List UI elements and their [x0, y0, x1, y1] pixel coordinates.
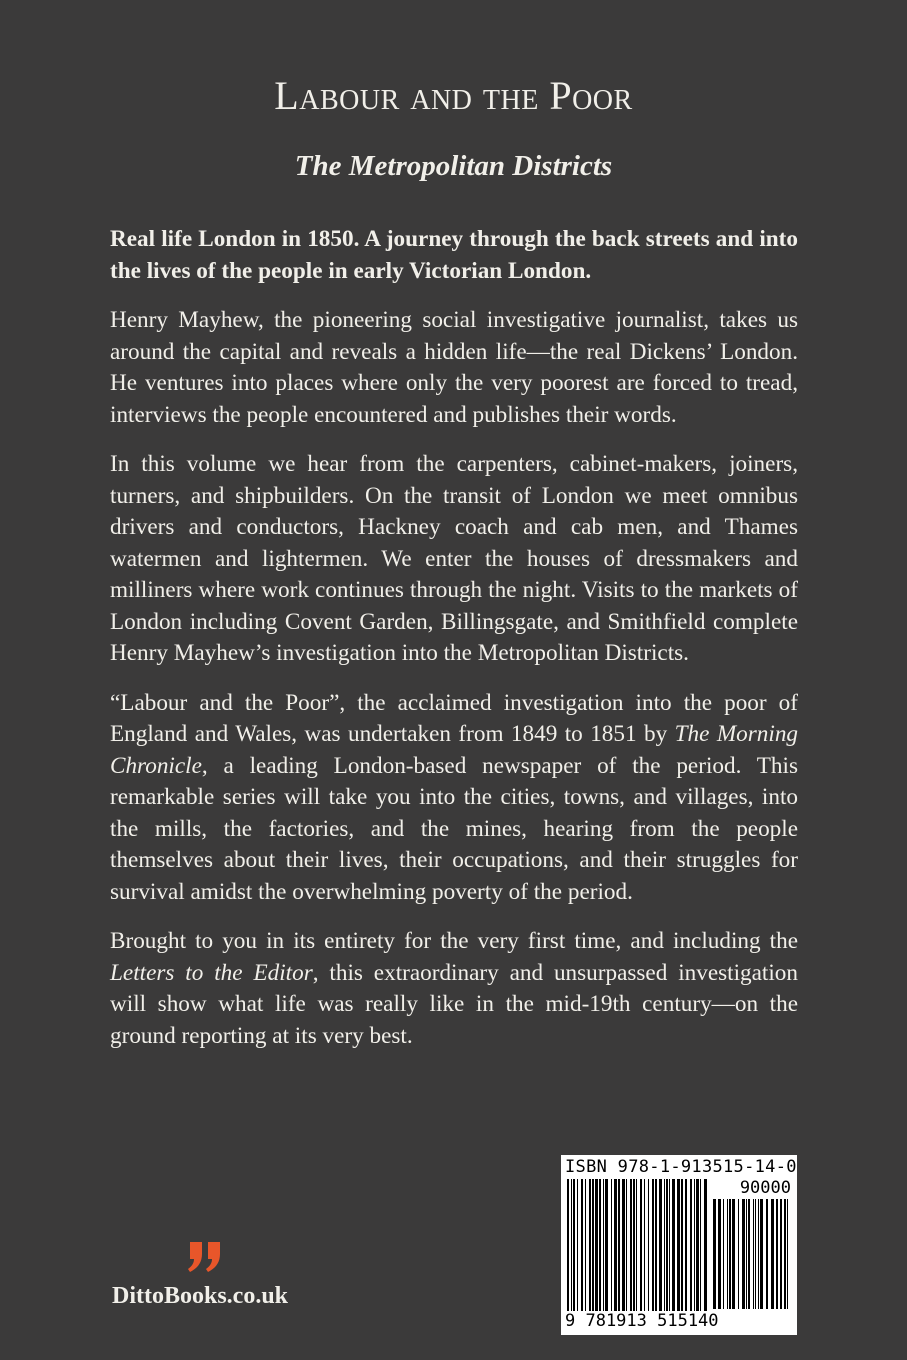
barcode-bar — [669, 1179, 670, 1311]
quote-marks-icon — [186, 1240, 226, 1276]
barcode-bar — [655, 1179, 657, 1311]
barcode-bar — [723, 1199, 724, 1309]
barcode-bar — [694, 1179, 695, 1311]
barcode-bar — [677, 1179, 680, 1311]
blurb-paragraph-1: Henry Mayhew, the pioneering social investigative journalist, takes us around the capital and reveals a hidden life—the real Dickens’ London. He ventures into places where only the very poorest are forced to tread, interviews the people encountered and publishes their words. — [110, 307, 798, 428]
barcode-bar — [780, 1199, 782, 1309]
barcode-bar — [614, 1179, 617, 1311]
barcode-bar — [748, 1199, 750, 1309]
barcode-bar — [644, 1179, 645, 1311]
barcode-bar — [729, 1199, 731, 1309]
barcode-bar — [738, 1199, 739, 1309]
price-code: 90000 — [739, 1178, 791, 1198]
ean-barcode-bars — [567, 1179, 709, 1311]
barcode-bar — [704, 1179, 707, 1311]
barcode-bar — [776, 1199, 778, 1309]
blurb-paragraph-3 — [110, 688, 798, 909]
barcode-bar — [589, 1179, 591, 1311]
barcode-bar — [771, 1199, 774, 1309]
blurb-paragraph-3-start: “Labour and the Poor”, the acclaimed investigation into the poor of England and Wales, was undertaken from 1849 to 1851 by — [110, 689, 798, 747]
barcode-bar — [755, 1199, 756, 1309]
barcode-bar — [685, 1179, 687, 1311]
barcode-bar — [599, 1179, 601, 1311]
barcode-bar — [664, 1179, 665, 1311]
barcode-bar — [571, 1179, 572, 1311]
barcode-bar — [700, 1179, 701, 1311]
barcode-bar — [753, 1199, 754, 1309]
barcode-bar — [742, 1199, 745, 1309]
barcode-bar — [746, 1199, 747, 1309]
barcode-bar — [659, 1179, 662, 1311]
barcode-bar — [787, 1199, 788, 1309]
blurb-paragraph-2: In this volume we hear from the carpenters, cabinet-makers, joiners, turners, and shipbuilders. On the transit of London we meet omnibus drivers and conductors, Hackney coach and cab men, and Thames watermen and lightermen. We enter the houses of dressmakers and milliners where work continues through the night. Visits to the markets of London including Covent Garden, Billingsgate, and Smithfield complete Henry Mayhew’s investigation into the Metropolitan Districts. — [110, 451, 798, 666]
barcode-bar — [592, 1179, 594, 1311]
barcode-bar — [713, 1199, 716, 1309]
barcode-bar — [630, 1179, 632, 1311]
barcode-bar — [652, 1179, 654, 1311]
barcode-bar — [595, 1179, 598, 1311]
barcode-bar — [760, 1199, 763, 1309]
letters-title: Letters to the Editor — [110, 959, 313, 986]
isbn-label: ISBN 978-1-913515-14-0 — [565, 1157, 797, 1177]
barcode-bar — [666, 1179, 668, 1311]
barcode-bar — [636, 1179, 637, 1311]
barcode-bar — [585, 1179, 586, 1311]
barcode-bar — [618, 1179, 620, 1311]
barcode-bar — [577, 1179, 578, 1311]
barcode-bar — [727, 1199, 728, 1309]
blurb-paragraph-4 — [110, 926, 798, 1052]
barcode-bar — [718, 1199, 721, 1309]
barcode-bar — [581, 1179, 583, 1311]
barcode-bar — [640, 1179, 642, 1311]
barcode-bar — [605, 1179, 608, 1311]
blurb-paragraph-3-end: , a leading London-based newspaper of the period. This remarkable series will take you into the cities, towns, and villages, into the mills, the factories, and the mines, hearing from the people themselves about their lives, their occupations, and their struggles for survival amidst the overwhelming poverty of the period. — [110, 752, 798, 905]
barcode-bar — [573, 1179, 575, 1311]
barcode-bar — [696, 1179, 699, 1311]
barcode-bar — [681, 1179, 683, 1311]
book-subtitle: The Metropolitan Districts — [294, 150, 613, 182]
ean-digits: 9 781913 515140 — [565, 1311, 719, 1331]
blurb-lead: Real life London in 1850. A journey through the back streets and into the lives of the people in early Victorian London. — [110, 226, 798, 284]
barcode-bar — [622, 1179, 625, 1311]
barcode-bar — [784, 1199, 786, 1309]
barcode-bar — [611, 1179, 612, 1311]
barcode-bar — [648, 1179, 649, 1311]
publisher-name: DittoBooks.co.uk — [112, 1283, 289, 1309]
blurb-paragraph-4-start: Brought to you in its entirety for the very first time, and including the — [110, 928, 798, 954]
barcode-bar — [633, 1179, 635, 1311]
barcode-bar — [567, 1179, 569, 1311]
barcode-bar — [603, 1179, 604, 1311]
barcode-bar — [732, 1199, 735, 1309]
barcode-bar — [690, 1179, 692, 1311]
barcode-bar — [672, 1179, 675, 1311]
addon-barcode-bars — [713, 1199, 791, 1309]
barcode-bar — [766, 1199, 768, 1309]
blurb-paragraph-4-end: , this extraordinary and unsurpassed investigation will show what life was really like in the mid-19th century—on the ground reporting at its very best. — [110, 959, 798, 1049]
book-title: Labour and the Poor — [274, 73, 633, 118]
isbn-barcode — [561, 1155, 797, 1335]
barcode-bar — [626, 1179, 627, 1311]
barcode-bar — [758, 1199, 759, 1309]
newspaper-title: The Morning Chronicle — [110, 721, 799, 779]
blurb — [110, 224, 798, 1070]
